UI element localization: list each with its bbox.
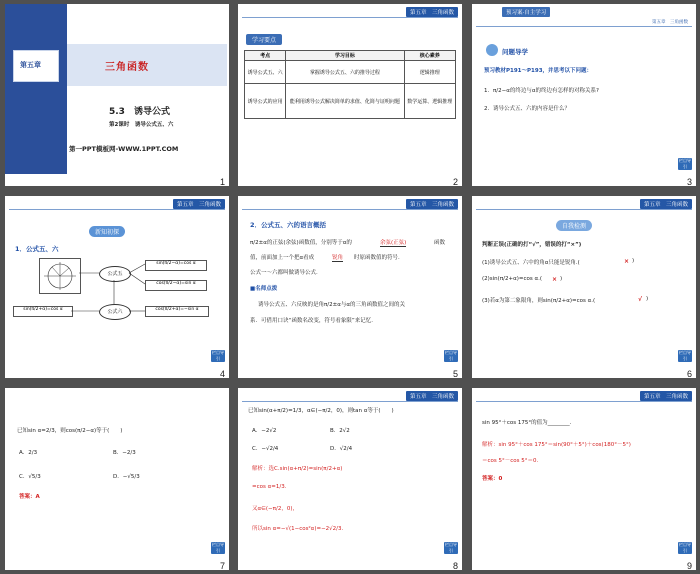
chapter-label: 第五章 bbox=[20, 61, 41, 69]
blank-answer: 锐角 bbox=[332, 255, 344, 261]
back-button[interactable]: 栏目导引 bbox=[445, 350, 457, 361]
paren-close: ) bbox=[632, 258, 635, 264]
slide-number: 4 bbox=[219, 369, 225, 378]
back-button[interactable]: 栏目导引 bbox=[679, 350, 691, 361]
instruction-text: 判断正误(正确的打“√”，错误的打“×”) bbox=[482, 242, 582, 248]
section-tag: 预习案·自主学习 bbox=[502, 7, 550, 17]
answer-text: 答案：A bbox=[19, 494, 40, 500]
question-title: 问题导学 bbox=[502, 48, 528, 56]
option-b: B．−2/3 bbox=[113, 450, 136, 456]
slide-number: 2 bbox=[452, 177, 458, 186]
question-text: sin 95°＋cos 175°的值为________． bbox=[482, 420, 576, 426]
chapter-tag: 第五章 三角函数 bbox=[648, 18, 692, 26]
equation-box: sin(π/2−α)=cos α bbox=[145, 260, 207, 271]
slide-number: 1 bbox=[219, 177, 225, 186]
table-header: 核心素养 bbox=[404, 51, 455, 61]
solution-line: 解析：sin 95°＋cos 175°＝sin(90°＋5°)＋cos(180°－5°) bbox=[482, 442, 631, 448]
question-1: 1．π/2−α的终边与α的终边有怎样的对称关系? bbox=[484, 88, 599, 94]
body-text: 诱导公式五、六反映的是角π/2±α与α的三角函数值之间的关 bbox=[258, 302, 406, 308]
slide-1-title: 三角函数 bbox=[105, 62, 149, 73]
statement-3: (3)若α为第二象限角，则sin(π/2+α)=cos α.( bbox=[482, 298, 596, 304]
lesson-subtitle: 第2课时 诱导公式五、六 bbox=[109, 122, 174, 128]
chapter-tag: 第五章 三角函数 bbox=[406, 199, 458, 209]
table-header: 考点 bbox=[245, 51, 286, 61]
chapter-tag: 第五章 三角函数 bbox=[640, 391, 692, 401]
body-text: 值，前面加上一个把α看成 bbox=[250, 255, 315, 261]
question-2: 2．诱导公式五、六的内容是什么？ bbox=[484, 106, 571, 112]
option-c: C．√5/3 bbox=[19, 474, 41, 480]
table-cell: 诱导公式五、六 bbox=[245, 61, 286, 84]
statement-1: (1)诱导公式五、六中的角α只能是锐角.( bbox=[482, 260, 580, 266]
slide-2[interactable] bbox=[238, 4, 462, 186]
table-cell: 诱导公式的应用 bbox=[245, 84, 286, 119]
back-button[interactable]: 栏目导引 bbox=[445, 542, 457, 553]
solution-line: 又α∈(−π/2，0)， bbox=[252, 506, 298, 512]
slide-7[interactable] bbox=[5, 388, 229, 570]
header-divider bbox=[476, 209, 692, 210]
slide-9[interactable] bbox=[472, 388, 696, 570]
back-button[interactable]: 栏目导引 bbox=[679, 158, 691, 169]
chapter-tag: 第五章 三角函数 bbox=[640, 199, 692, 209]
chapter-tag: 第五章 三角函数 bbox=[406, 391, 458, 401]
table-cell: 逻辑推理 bbox=[404, 61, 455, 84]
goals-table bbox=[244, 50, 456, 119]
slide-number: 5 bbox=[452, 369, 458, 378]
option-a: A．−2√2 bbox=[252, 428, 277, 434]
slide-5[interactable] bbox=[238, 196, 462, 378]
back-button[interactable]: 栏目导引 bbox=[679, 542, 691, 553]
section-pill: 自我检测 bbox=[556, 220, 592, 231]
table-header: 学习目标 bbox=[286, 51, 404, 61]
question-text: 已知sin(α+π/2)=1/3，α∈(−π/2，0)，则tan α等于( ) bbox=[248, 408, 394, 414]
option-a: A．2/3 bbox=[19, 450, 38, 456]
body-text: 系．可借用口诀“函数名改变，符号看象限”来记忆. bbox=[250, 318, 373, 324]
section-heading: 2．公式五、六的语言概括 bbox=[250, 221, 327, 229]
section-pill: 新知初探 bbox=[89, 226, 125, 237]
answer-text: 答案：0 bbox=[482, 476, 503, 482]
slide-8[interactable] bbox=[238, 388, 462, 570]
paren-close: ) bbox=[646, 296, 649, 302]
source-text: 第一PPT模板网-WWW.1PPT.COM bbox=[69, 145, 179, 153]
paren-close: ) bbox=[560, 276, 563, 282]
chapter-tag: 第五章 三角函数 bbox=[173, 199, 225, 209]
table-row bbox=[245, 61, 456, 84]
smile-icon bbox=[486, 44, 498, 56]
option-d: D．−√5/3 bbox=[113, 474, 140, 480]
body-text: 函数 bbox=[434, 240, 446, 246]
formula-six-node: 公式六 bbox=[99, 304, 131, 320]
blank-answer: 余弦(正弦) bbox=[380, 240, 407, 246]
slide-3[interactable] bbox=[472, 4, 696, 186]
option-b: B．2√2 bbox=[330, 428, 350, 434]
solution-line: ＝cos 5°－cos 5°＝0. bbox=[482, 458, 539, 464]
body-text: 公式一～六都叫做诱导公式. bbox=[250, 270, 318, 276]
preview-prompt: 预习教材P191～P193，并思考以下问题： bbox=[484, 68, 593, 74]
formula-five-node: 公式五 bbox=[99, 266, 131, 282]
slide-number: 7 bbox=[219, 561, 225, 570]
slide-number: 9 bbox=[686, 561, 692, 570]
body-text: π/2±α的正弦(余弦)函数值，分别等于α的 bbox=[250, 240, 352, 246]
solution-line: 解析：选C.sin(α+π/2)=sin(π/2+α) bbox=[252, 466, 343, 472]
chapter-tag: 第五章 三角函数 bbox=[406, 7, 458, 17]
table-cell: 能利用诱导公式解决简单的求值、化简与证明问题 bbox=[286, 84, 404, 119]
header-divider bbox=[476, 26, 692, 27]
section-heading: 学习要点 bbox=[246, 34, 282, 45]
equation-box: cos(π/2−α)=sin α bbox=[145, 280, 207, 291]
option-d: D．√2/4 bbox=[330, 446, 353, 452]
header-divider bbox=[476, 401, 692, 402]
slide-4[interactable] bbox=[5, 196, 229, 378]
diagram-connectors bbox=[5, 196, 229, 366]
equation-box: sin(π/2+α)=cos α bbox=[13, 306, 73, 317]
chapter-badge bbox=[13, 50, 59, 82]
table-row bbox=[245, 84, 456, 119]
header-divider bbox=[242, 209, 458, 210]
formula-label: 1．公式五、六 bbox=[15, 245, 59, 253]
header-divider bbox=[242, 401, 458, 402]
back-button[interactable]: 栏目导引 bbox=[212, 542, 224, 553]
statement-2: (2)sin(π/2+α)=cos α.( bbox=[482, 276, 542, 282]
slide-1-sidebar bbox=[5, 4, 67, 174]
header-divider bbox=[242, 17, 458, 18]
slide-number: 8 bbox=[452, 561, 458, 570]
option-c: C．−√2/4 bbox=[252, 446, 279, 452]
section-title: 5.3 诱导公式 bbox=[109, 107, 170, 117]
equation-box: cos(π/2+α)=−sin α bbox=[145, 306, 209, 317]
answer-mark: √ bbox=[638, 296, 643, 303]
back-button[interactable]: 栏目导引 bbox=[212, 350, 224, 361]
tip-heading: ■名师点拨 bbox=[250, 286, 278, 292]
slide-number: 6 bbox=[686, 369, 692, 378]
answer-mark: × bbox=[552, 276, 558, 283]
slide-number: 3 bbox=[686, 177, 692, 186]
slide-1[interactable] bbox=[5, 4, 229, 186]
solution-line: =cos α=1/3. bbox=[252, 484, 287, 490]
body-text: 时原函数值的符号. bbox=[354, 255, 400, 261]
answer-mark: × bbox=[624, 258, 630, 265]
slide-6[interactable] bbox=[472, 196, 696, 378]
table-cell: 掌握诱导公式五、六的推导过程 bbox=[286, 61, 404, 84]
solution-line: 所以sin α=−√(1−cos²α)=−2√2/3. bbox=[252, 526, 344, 532]
question-text: 已知sin α=2/3，则cos(π/2−α)等于( ) bbox=[17, 428, 123, 434]
table-cell: 数学运算、逻辑推理 bbox=[404, 84, 455, 119]
